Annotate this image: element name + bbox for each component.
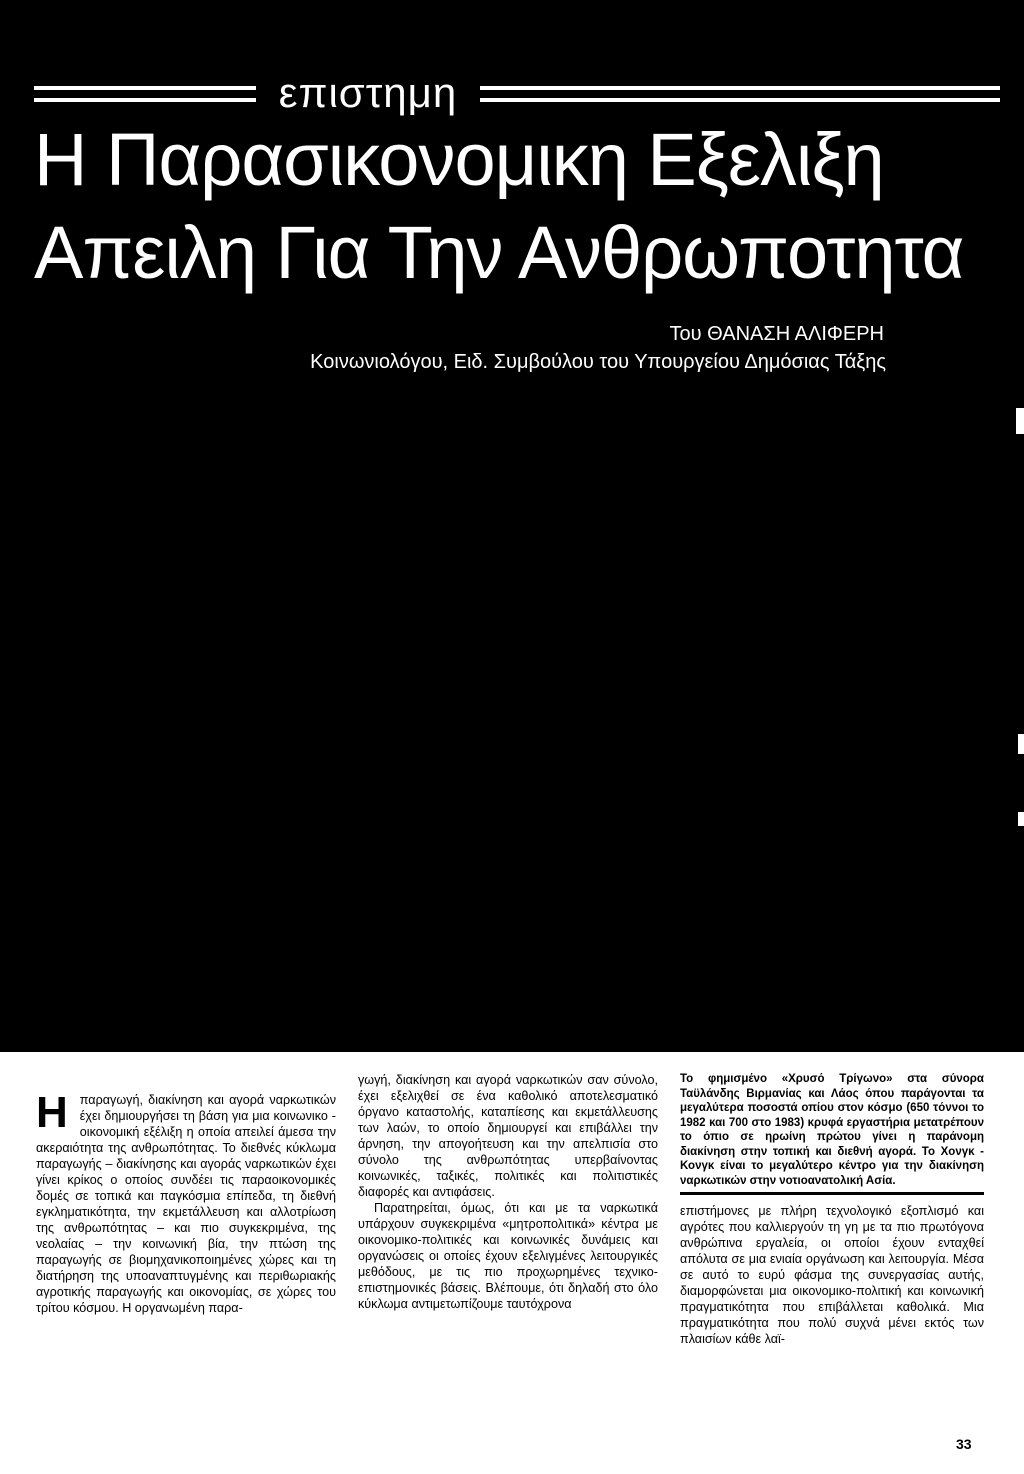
article-column-1	[36, 1088, 336, 1316]
byline-role: Κοινωνιολόγου, Ειδ. Συμβούλου του Υπουργείου Δημόσιας Τάξης	[310, 351, 886, 373]
edge-mark	[1018, 812, 1024, 826]
rule-left-top	[34, 86, 256, 90]
rule-right-top	[480, 86, 1000, 90]
drop-cap: Η	[36, 1088, 68, 1137]
photo-caption: Το φημισμένο «Χρυσό Τρίγωνο» στα σύνορα Ταϋλάνδης Βιρμανίας και Λάος όπου παράγονται τα μεγαλύτερα ποσοστά οπίου στον κόσμο (650 τόννοι το 1982 και 700 στο 1983) κρυφά εργαστήρια μετατρέπουν το όπιο σε ηρωίνη πρώτου γίνει η παράνομη διακίνηση στην τοπική και διεθνή αγορά. Το Χονγκ - Κονγκ είναι το μεγαλύτερο κέντρο για την διακίνηση ναρκωτικών στην νοτιοανατολική Ασία.	[680, 1072, 984, 1195]
byline-author: Του ΘΑΝΑΣΗ ΑΛΙΦΕΡΗ	[669, 323, 884, 345]
headline-line-1: Η Παρασικονομικη Εξελιξη	[34, 118, 884, 201]
article-column-2	[358, 1072, 658, 1312]
section-label: επιστημη	[278, 69, 458, 116]
column-3-text: επιστήμονες με πλήρη τεχνολογικό εξοπλισμό και αγρότες που καλλιεργούν τη γη με τα πιο πρωτόγονα ανθρώπινα εργαλεία, οι οποίοι έχουν ενταχθεί απόλυτα σε μια ενιαία οργάνωση και λειτουργία. Μέσα σε αυτό το ευρύ φάσμα της συνεργασίας αυτής, διαμορφώνεται μια οικονομικο-πολιτική και κοινωνική πραγματικότητα που επιβάλλεται καθολικά. Μια πραγματικότητα που πολύ συχνά μένει εκτός των πλαισίων κάθε λαϊ-	[680, 1204, 984, 1346]
rule-right-bottom	[480, 98, 1000, 102]
article-column-3	[680, 1072, 984, 1347]
page-number: 33	[956, 1436, 972, 1452]
column-1-text: παραγωγή, διακίνηση και αγορά ναρκωτικών έχει δημιουργήσει τη βάση για μια κοινωνικο - οικονομική εξέλιξη η οποία απειλεί άμεσα την ακεραιότητα της ανθρωπότητας. Το διεθνές κύκλωμα παραγωγής – διακίνησης και αγοράς ναρκωτικών έχει γίνει κρίκος ο οποίος συνδέει τις παραοικονομικές δομές σε τοπικά και παγκόσμια επίπεδα, τη διεθνή εγκληματικότητα, την εκμετάλλευση και αλλοτρίωση της ανθρωπότητας – και πιο συγκεκριμένα, της νεολαίας – την κοινωνική βία, την πτώση της παραγωγής σε βιομηχανικοποιημένες χώρες και τη διατήρηση της υποαναπτυγμένης και περιθωριακής αγροτικής παραγωγής και οικονομίας, σε χώρες του τρίτου κόσμου. Η οργανωμένη παρα-	[36, 1093, 336, 1315]
section-header	[34, 69, 1000, 116]
edge-mark	[1016, 408, 1024, 434]
edge-mark	[1018, 734, 1024, 754]
column-2-paragraph-2: Παρατηρείται, όμως, ότι και με τα ναρκωτικά υπάρχουν συγκεκριμένα «μητροπολιτικά» κέντρα με οικονομικο-πολιτικές και κοινωνικές δυνάμεις και οργανώσεις οι οποίες έχουν εξελιγμένες λειτουργικές μεθόδους, με τις πιο προχωρημένες τεχνικο-επιστημονικές βάσεις. Βλέπουμε, ότι δηλαδή στο όλο κύκλωμα αντιμετωπίζουμε ταυτόχρονα	[358, 1201, 658, 1311]
rule-left-bottom	[34, 98, 256, 102]
column-2-paragraph-1: γωγή, διακίνηση και αγορά ναρκωτικών σαν σύνολο, έχει εξελιχθεί σε ένα καθολικό αποτελεσματικό όργανο καταστολής, καταπίεσης και εκμετάλλευσης των λαών, το οποίο δημιουργεί και επιβάλλει την άρνηση, την απογοήτευση και την απελπισία στο σύνολο της ανθρωπότητας υπερβαίνοντας κοινωνικές, ταξικές, πολιτικές και πολιτιστικές διαφορές και αντιφάσεις.	[358, 1073, 658, 1199]
headline-line-2: Απειλη Για Την Ανθρωποτητα	[34, 211, 964, 294]
